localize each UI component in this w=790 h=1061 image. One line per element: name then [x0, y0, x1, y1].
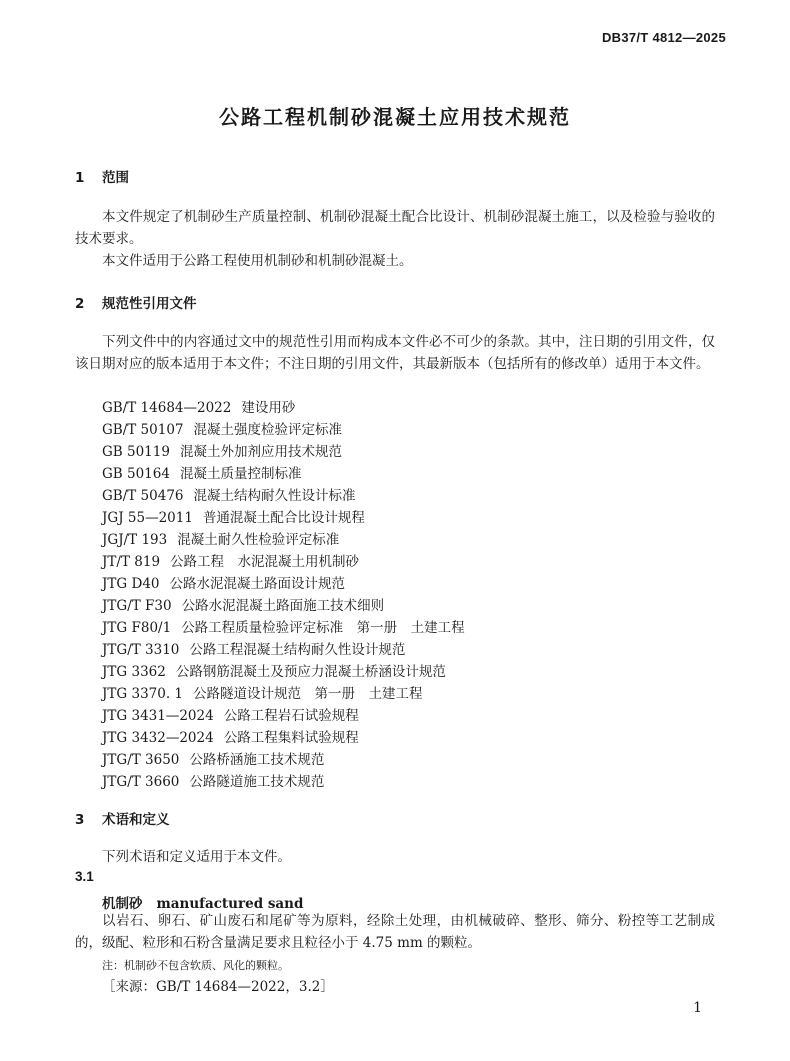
reference-title: 公路钢筋混凝土及预应力混凝土桥涵设计规范	[175, 664, 446, 680]
reference-code: GB/T 14684—2022	[102, 400, 232, 416]
reference-title: 公路隧道设计规范 第一册 土建工程	[193, 686, 423, 702]
section-number: 1	[75, 170, 85, 186]
reference-item	[102, 529, 339, 551]
paragraph: 以岩石、卵石、矿山废石和尾矿等为原料，经除土处理，由机械破碎、整形、筛分、粉控等工艺制成的，级配、粒形和石粉含量满足要求且粒径小于 4.75 mm 的颗粒。	[75, 913, 715, 951]
reference-code: JTG/T 3650	[102, 752, 180, 768]
reference-code: JGJ 55—2011	[102, 510, 193, 526]
document-title: 公路工程机制砂混凝土应用技术规范	[219, 105, 571, 129]
term-note: 注：机制砂不包含软质、风化的颗粒。	[102, 959, 289, 972]
paragraph: 本文件规定了机制砂生产质量控制、机制砂混凝土配合比设计、机制砂混凝土施工，以及检验与验收的技术要求。	[75, 209, 715, 247]
reference-item	[102, 639, 405, 661]
reference-item	[102, 573, 345, 595]
reference-title: 公路工程 水泥混凝土用机制砂	[170, 554, 360, 570]
reference-code: GB/T 50107	[102, 422, 184, 438]
reference-code: JTG 3432—2024	[102, 730, 214, 746]
term-chinese: 机制砂	[102, 896, 143, 912]
reference-code: JT/T 819	[102, 554, 161, 570]
reference-item	[102, 661, 446, 683]
section-number: 2	[75, 296, 85, 312]
section-1-body	[75, 206, 715, 272]
section-3-intro	[75, 846, 715, 868]
reference-title: 公路桥涵施工技术规范	[189, 752, 325, 768]
reference-code: JTG 3431—2024	[102, 708, 214, 724]
reference-code: JTG F80/1	[102, 620, 172, 636]
section-2-heading	[75, 292, 197, 312]
reference-title: 混凝土结构耐久性设计标准	[193, 488, 356, 504]
reference-title: 公路工程混凝土结构耐久性设计规范	[189, 642, 406, 658]
term-heading	[102, 892, 303, 912]
reference-title: 公路水泥混凝土路面施工技术细则	[181, 598, 385, 614]
reference-code: GB 50164	[102, 466, 170, 482]
reference-title: 公路工程质量检验评定标准 第一册 土建工程	[181, 620, 465, 636]
reference-code: GB 50119	[102, 444, 170, 460]
reference-code: JTG/T 3660	[102, 774, 180, 790]
section-1-heading	[75, 166, 129, 186]
reference-code: JTG/T 3310	[102, 642, 180, 658]
reference-title: 公路水泥混凝土路面设计规范	[169, 576, 345, 592]
reference-item	[102, 551, 359, 573]
paragraph: 下列文件中的内容通过文中的规范性引用而构成本文件必不可少的条款。其中，注日期的引用文件，仅该日期对应的版本适用于本文件；不注日期的引用文件，其最新版本（包括所有的修改单）适用于本文件。	[75, 334, 715, 372]
reference-item	[102, 507, 365, 529]
reference-item	[102, 705, 359, 727]
standard-code: DB37/T 4812—2025	[601, 30, 726, 45]
reference-item	[102, 617, 465, 639]
reference-title: 混凝土强度检验评定标准	[193, 422, 342, 438]
section-2-intro	[75, 331, 715, 375]
reference-item	[102, 419, 342, 441]
reference-code: GB/T 50476	[102, 488, 184, 504]
section-title: 术语和定义	[102, 812, 170, 828]
term-english: manufactured sand	[156, 896, 304, 912]
reference-code: JTG 3370. 1	[102, 686, 184, 702]
reference-item	[102, 771, 324, 793]
section-3-heading	[75, 808, 170, 828]
section-number: 3	[75, 812, 85, 828]
reference-item	[102, 397, 295, 419]
reference-item	[102, 727, 359, 749]
reference-title: 混凝土质量控制标准	[179, 466, 302, 482]
section-title: 范围	[102, 170, 129, 186]
reference-title: 公路工程集料试验规程	[223, 730, 359, 746]
term-definition	[75, 910, 715, 954]
reference-title: 混凝土外加剂应用技术规范	[179, 444, 342, 460]
section-title: 规范性引用文件	[102, 296, 197, 312]
reference-item	[102, 683, 423, 705]
reference-code: JTG D40	[102, 576, 160, 592]
reference-item	[102, 595, 384, 617]
reference-item	[102, 485, 356, 507]
paragraph: 下列术语和定义适用于本文件。	[102, 849, 291, 865]
reference-item	[102, 749, 324, 771]
reference-title: 混凝土耐久性检验评定标准	[177, 532, 340, 548]
reference-title: 建设用砂	[241, 400, 296, 416]
paragraph: 本文件适用于公路工程使用机制砂和机制砂混凝土。	[102, 253, 413, 269]
reference-item	[102, 441, 342, 463]
reference-title: 公路隧道施工技术规范	[189, 774, 325, 790]
reference-code: JTG/T F30	[102, 598, 172, 614]
subsection-number: 3.1	[75, 869, 94, 884]
reference-item	[102, 463, 301, 485]
reference-title: 公路工程岩石试验规程	[223, 708, 359, 724]
term-source: ［来源：GB/T 14684—2022，3.2］	[102, 979, 334, 995]
page-number: 1	[693, 1000, 702, 1016]
reference-title: 普通混凝土配合比设计规程	[202, 510, 365, 526]
reference-code: JTG 3362	[102, 664, 166, 680]
reference-code: JGJ/T 193	[102, 532, 168, 548]
